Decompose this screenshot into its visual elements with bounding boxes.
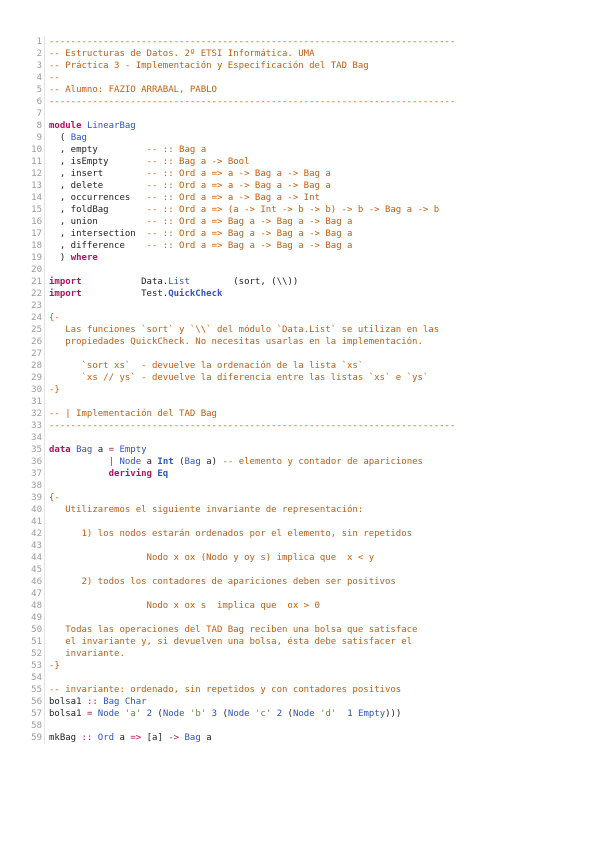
line-content: [45, 144, 576, 156]
line-content: [45, 372, 576, 384]
code-token: 1) los nodos estarán ordenados por el elemento, sin repetidos: [49, 529, 413, 539]
code-line[interactable]: [24, 384, 576, 396]
line-content: [45, 612, 576, 624]
line-content: [45, 432, 576, 444]
code-line[interactable]: [24, 36, 576, 48]
code-token: a: [200, 733, 212, 743]
code-token: -- invariante: ordenado, sin repetidos y con contadores positivos: [49, 685, 402, 695]
code-line[interactable]: [24, 360, 576, 372]
code-token: (: [49, 133, 71, 143]
code-line[interactable]: [24, 324, 576, 336]
code-line[interactable]: [24, 636, 576, 648]
code-line[interactable]: [24, 732, 576, 744]
line-content: [45, 120, 576, 132]
code-token: a: [114, 733, 131, 743]
code-line[interactable]: [24, 660, 576, 672]
code-token: [49, 457, 109, 467]
code-token: -- Alumno: FAZIO ARRABAL, PABLO: [49, 85, 217, 95]
code-line[interactable]: [24, 168, 576, 180]
line-number: 9: [24, 132, 45, 144]
code-token: module: [49, 121, 87, 131]
line-content: [45, 684, 576, 696]
line-number: 17: [24, 228, 45, 240]
line-content: [45, 648, 576, 660]
code-token: 'b': [189, 709, 207, 719]
code-line[interactable]: [24, 420, 576, 432]
line-number: 37: [24, 468, 45, 480]
line-number: 54: [24, 672, 45, 684]
code-token: Ord: [97, 733, 115, 743]
code-line[interactable]: [24, 60, 576, 72]
code-token: , difference: [49, 241, 147, 251]
line-content: [45, 504, 576, 516]
line-content: [45, 384, 576, 396]
code-line[interactable]: [24, 612, 576, 624]
code-token: where: [70, 253, 98, 263]
line-number: 33: [24, 420, 45, 432]
line-content: [45, 96, 576, 108]
code-token: ---------------------------------------------------------------------------: [49, 37, 456, 47]
code-token: {-: [49, 313, 60, 323]
code-line[interactable]: [24, 600, 576, 612]
line-number: 47: [24, 588, 45, 600]
code-token: a): [200, 457, 223, 467]
code-token: ::: [86, 697, 98, 707]
line-content: [45, 444, 576, 456]
line-content: [45, 288, 576, 300]
line-content: [45, 624, 576, 636]
code-token: LinearBag: [86, 121, 136, 131]
line-number: 7: [24, 108, 45, 120]
line-number: 45: [24, 564, 45, 576]
line-number: 24: [24, 312, 45, 324]
line-number: 42: [24, 528, 45, 540]
code-token: a: [141, 457, 158, 467]
code-token: 2) todos los contadores de apariciones deben ser positivos: [49, 577, 396, 587]
code-line[interactable]: [24, 528, 576, 540]
line-number: 43: [24, 540, 45, 552]
line-number: 48: [24, 600, 45, 612]
code-line[interactable]: [24, 48, 576, 60]
code-line[interactable]: [24, 348, 576, 360]
line-content: [45, 336, 576, 348]
code-line[interactable]: [24, 276, 576, 288]
line-content: [45, 84, 576, 96]
code-token: (sort, (\\)): [189, 277, 299, 287]
code-token: 'a': [124, 709, 142, 719]
code-token: deriving: [108, 469, 152, 479]
line-number: 22: [24, 288, 45, 300]
line-content: [45, 48, 576, 60]
line-content: [45, 636, 576, 648]
code-line[interactable]: [24, 408, 576, 420]
line-number: 10: [24, 144, 45, 156]
code-token: -- :: Bag a: [146, 145, 207, 155]
code-token: ): [49, 253, 71, 263]
code-line[interactable]: [24, 336, 576, 348]
code-line[interactable]: [24, 480, 576, 492]
line-number: 13: [24, 180, 45, 192]
code-token: -- Práctica 3 - Implementación y Especificación del TAD Bag: [49, 61, 369, 71]
code-token: -- :: Ord a => a -> Bag a -> Bag a: [146, 169, 331, 179]
line-number: 49: [24, 612, 45, 624]
line-content: [45, 708, 576, 720]
code-line[interactable]: [24, 456, 576, 468]
code-line[interactable]: [24, 288, 576, 300]
code-token: Test.: [81, 289, 169, 299]
line-number: 36: [24, 456, 45, 468]
code-line[interactable]: [24, 120, 576, 132]
line-number: 1: [24, 36, 45, 48]
code-line[interactable]: [24, 132, 576, 144]
line-number: 50: [24, 624, 45, 636]
code-token: bolsa1: [49, 697, 87, 707]
code-token: Eq: [157, 469, 169, 479]
line-content: [45, 276, 576, 288]
line-content: [45, 552, 576, 564]
line-number: 59: [24, 732, 45, 744]
line-number: 53: [24, 660, 45, 672]
code-token: (: [173, 457, 185, 467]
line-content: [45, 204, 576, 216]
line-content: [45, 516, 576, 528]
code-token: [336, 709, 347, 719]
line-number: 8: [24, 120, 45, 132]
line-content: [45, 732, 576, 744]
code-token: Bag: [76, 445, 93, 455]
code-token: Node: [292, 709, 315, 719]
code-token: , union: [49, 217, 147, 227]
line-content: [45, 468, 576, 480]
code-token: Empty: [358, 709, 386, 719]
code-token: -}: [49, 661, 60, 671]
line-content: [45, 228, 576, 240]
code-token: [49, 469, 109, 479]
code-line[interactable]: [24, 708, 576, 720]
code-token: =>: [130, 733, 142, 743]
code-token: import: [49, 277, 82, 287]
line-content: [45, 660, 576, 672]
line-number: 6: [24, 96, 45, 108]
line-number: 30: [24, 384, 45, 396]
code-token: =: [86, 709, 93, 719]
line-content: [45, 588, 576, 600]
code-token: , insert: [49, 169, 147, 179]
line-number: 39: [24, 492, 45, 504]
code-token: -- :: Ord a => (a -> Int -> b -> b) -> b -> Bag a -> b: [146, 205, 440, 215]
code-line[interactable]: [24, 372, 576, 384]
code-line[interactable]: [24, 84, 576, 96]
code-token: -- :: Ord a => Bag a -> Bag a -> Bag a: [146, 241, 353, 251]
line-content: [45, 252, 576, 264]
code-token: data: [49, 445, 77, 455]
line-content: [45, 564, 576, 576]
line-content: [45, 420, 576, 432]
code-line[interactable]: [24, 240, 576, 252]
line-number: 29: [24, 372, 45, 384]
line-number: 5: [24, 84, 45, 96]
code-line[interactable]: [24, 684, 576, 696]
code-token: List: [168, 277, 190, 287]
line-content: [45, 348, 576, 360]
code-line[interactable]: [24, 204, 576, 216]
line-number: 19: [24, 252, 45, 264]
code-token: Nodo x ox s implica que ox > 0: [49, 601, 320, 611]
code-token: Node: [162, 709, 185, 719]
line-content: [45, 300, 576, 312]
line-number: 12: [24, 168, 45, 180]
line-number: 25: [24, 324, 45, 336]
code-token: import: [49, 289, 82, 299]
line-content: [45, 408, 576, 420]
line-number: 16: [24, 216, 45, 228]
line-content: [45, 60, 576, 72]
code-token: , empty: [49, 145, 147, 155]
line-content: [45, 600, 576, 612]
line-number: 52: [24, 648, 45, 660]
code-token: --: [49, 73, 60, 83]
line-number: 56: [24, 696, 45, 708]
code-token: bolsa1: [49, 709, 87, 719]
code-token: , isEmpty: [49, 157, 147, 167]
code-token: -- :: Ord a => a -> Bag a -> Int: [146, 193, 320, 203]
code-token: {-: [49, 493, 60, 503]
line-number: 31: [24, 396, 45, 408]
code-line[interactable]: [24, 396, 576, 408]
line-content: [45, 240, 576, 252]
line-content: [45, 456, 576, 468]
code-token: a: [92, 445, 109, 455]
code-area[interactable]: [24, 36, 576, 744]
line-content: [45, 576, 576, 588]
line-number: 14: [24, 192, 45, 204]
line-number: 38: [24, 480, 45, 492]
code-token: , occurrences: [49, 193, 147, 203]
line-number: 41: [24, 516, 45, 528]
code-line[interactable]: [24, 516, 576, 528]
code-token: -- :: Ord a => a -> Bag a -> Bag a: [146, 181, 331, 191]
code-line[interactable]: [24, 564, 576, 576]
code-token: , delete: [49, 181, 147, 191]
code-token: , intersection: [49, 229, 147, 239]
line-content: [45, 264, 576, 276]
line-content: [45, 360, 576, 372]
code-line[interactable]: [24, 672, 576, 684]
code-token: -}: [49, 385, 60, 395]
code-token: el invariante y, si devuelven una bolsa, ésta debe satisfacer el: [49, 637, 413, 647]
code-token: (: [217, 709, 228, 719]
line-content: [45, 36, 576, 48]
line-content: [45, 720, 576, 732]
code-token: ---------------------------------------------------------------------------: [49, 97, 456, 107]
code-token: Data.: [81, 277, 169, 287]
line-number: 26: [24, 336, 45, 348]
line-number: 3: [24, 60, 45, 72]
code-line[interactable]: [24, 264, 576, 276]
code-token: Todas las operaciones del TAD Bag reciben una bolsa que satisface: [49, 625, 418, 635]
line-number: 55: [24, 684, 45, 696]
line-number: 35: [24, 444, 45, 456]
code-token: `sort xs` - devuelve la ordenación de la lista `xs`: [49, 361, 364, 371]
line-number: 20: [24, 264, 45, 276]
line-content: [45, 672, 576, 684]
line-content: [45, 216, 576, 228]
code-line[interactable]: [24, 720, 576, 732]
code-token: Node: [119, 457, 142, 467]
line-number: 51: [24, 636, 45, 648]
code-token: Nodo x ox (Nodo y oy s) implica que x < y: [49, 553, 375, 563]
code-token: 1: [347, 709, 353, 719]
line-content: [45, 324, 576, 336]
line-content: [45, 192, 576, 204]
code-token: propiedades QuickCheck. No necesitas usarlas en la implementación.: [49, 337, 423, 347]
line-number: 44: [24, 552, 45, 564]
code-line[interactable]: [24, 432, 576, 444]
code-token: Node: [227, 709, 250, 719]
line-content: [45, 696, 576, 708]
line-content: [45, 540, 576, 552]
code-token: ::: [81, 733, 93, 743]
code-line[interactable]: [24, 468, 576, 480]
line-number: 34: [24, 432, 45, 444]
code-token: Char: [124, 697, 147, 707]
line-content: [45, 312, 576, 324]
code-token: invariante.: [49, 649, 125, 659]
code-token: `xs // ys` - devuelve la diferencia entre las listas `xs` e `ys`: [49, 373, 429, 383]
code-line[interactable]: [24, 180, 576, 192]
code-token: ->: [168, 733, 180, 743]
code-line[interactable]: [24, 72, 576, 84]
code-token: -- | Implementación del TAD Bag: [49, 409, 217, 419]
code-token: (: [152, 709, 163, 719]
code-token: 3: [211, 709, 218, 719]
code-token: , foldBag: [49, 205, 147, 215]
code-token: 2: [146, 709, 152, 719]
line-content: [45, 132, 576, 144]
code-token: Bag: [103, 697, 120, 707]
code-line[interactable]: [24, 504, 576, 516]
code-line[interactable]: [24, 588, 576, 600]
code-line[interactable]: [24, 300, 576, 312]
code-token: =: [108, 445, 115, 455]
code-token: Bag: [184, 733, 201, 743]
code-line[interactable]: [24, 144, 576, 156]
code-token: -- :: Bag a -> Bool: [146, 157, 250, 167]
line-number: 2: [24, 48, 45, 60]
code-line[interactable]: [24, 108, 576, 120]
line-number: 57: [24, 708, 45, 720]
code-line[interactable]: [24, 624, 576, 636]
code-line[interactable]: [24, 192, 576, 204]
line-number: 15: [24, 204, 45, 216]
code-line[interactable]: [24, 576, 576, 588]
code-line[interactable]: [24, 492, 576, 504]
line-number: 32: [24, 408, 45, 420]
line-content: [45, 156, 576, 168]
line-content: [45, 480, 576, 492]
code-token: Int: [157, 457, 174, 467]
code-token: 2: [276, 709, 283, 719]
code-token: Bag: [184, 457, 201, 467]
code-token: QuickCheck: [168, 289, 223, 299]
line-number: 27: [24, 348, 45, 360]
code-token: Empty: [119, 445, 147, 455]
line-content: [45, 396, 576, 408]
code-line[interactable]: [24, 312, 576, 324]
line-content: [45, 168, 576, 180]
code-line[interactable]: [24, 156, 576, 168]
line-number: 4: [24, 72, 45, 84]
code-line[interactable]: [24, 96, 576, 108]
code-token: 'c': [255, 709, 272, 719]
line-number: 11: [24, 156, 45, 168]
code-token: mkBag: [49, 733, 82, 743]
line-number: 21: [24, 276, 45, 288]
code-token: -- elemento y contador de apariciones: [222, 457, 423, 467]
code-token: -- :: Ord a => Bag a -> Bag a -> Bag a: [146, 229, 353, 239]
code-token: Utilizaremos el siguiente invariante de representación:: [49, 505, 364, 515]
code-line[interactable]: [24, 216, 576, 228]
code-line[interactable]: [24, 648, 576, 660]
code-token: 'd': [320, 709, 337, 719]
code-token: -- Estructuras de Datos. 2º ETSI Informática. UMA: [49, 49, 315, 59]
line-content: [45, 72, 576, 84]
code-token: |: [108, 457, 115, 467]
code-line[interactable]: [24, 696, 576, 708]
code-line[interactable]: [24, 252, 576, 264]
line-number: 18: [24, 240, 45, 252]
code-line[interactable]: [24, 540, 576, 552]
code-token: [a]: [141, 733, 169, 743]
code-line[interactable]: [24, 228, 576, 240]
line-content: [45, 528, 576, 540]
code-token: -- :: Ord a => Bag a -> Bag a -> Bag a: [146, 217, 353, 227]
line-content: [45, 180, 576, 192]
code-line[interactable]: [24, 444, 576, 456]
line-content: [45, 492, 576, 504]
code-token: Las funciones `sort` y `\\` del módulo `Data.List` se utilizan en las: [49, 325, 440, 335]
code-token: (: [282, 709, 293, 719]
code-line[interactable]: [24, 552, 576, 564]
code-token: Bag: [70, 133, 87, 143]
line-number: 46: [24, 576, 45, 588]
code-token: ---------------------------------------------------------------------------: [49, 421, 456, 431]
code-token: Node: [97, 709, 120, 719]
line-number: 58: [24, 720, 45, 732]
code-editor[interactable]: [24, 24, 576, 814]
line-number: 23: [24, 300, 45, 312]
line-number: 28: [24, 360, 45, 372]
code-token: ))): [385, 709, 402, 719]
line-content: [45, 108, 576, 120]
line-number: 40: [24, 504, 45, 516]
